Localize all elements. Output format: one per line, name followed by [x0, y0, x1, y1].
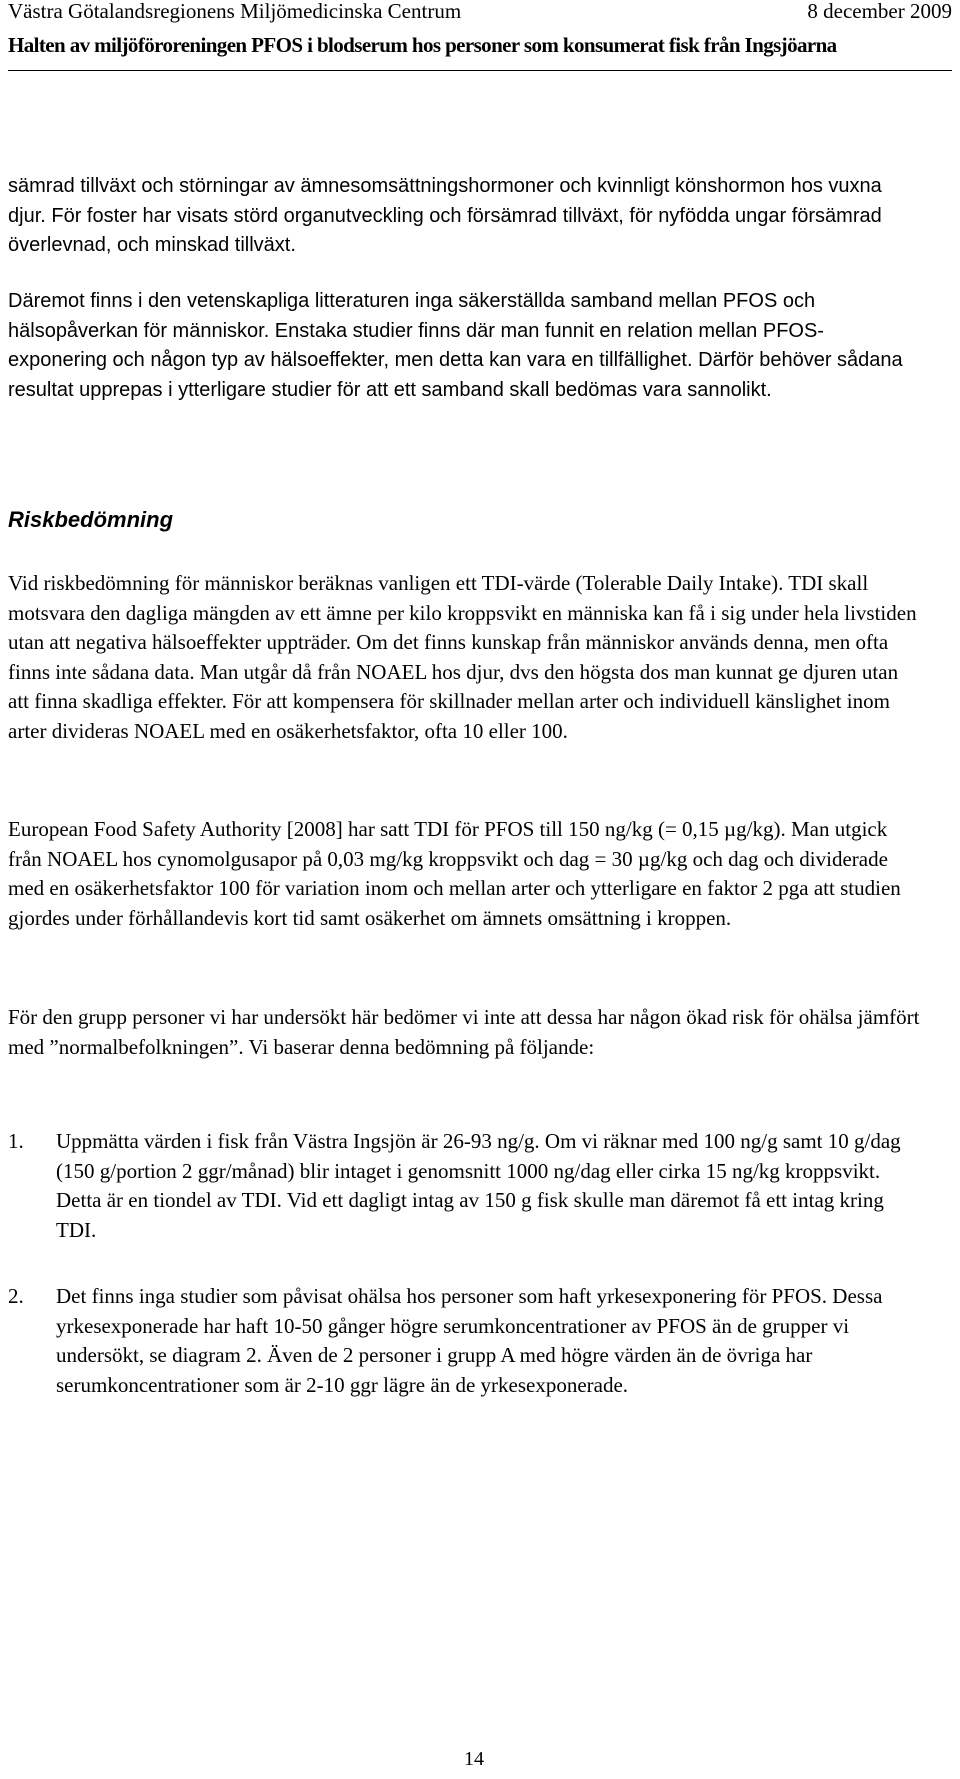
paragraph-5-text: För den grupp personer vi har undersökt här bedömer vi inte att dessa har någon ökad risk för ohälsa jämfört med ”normalbefolkningen”. Vi baserar denna bedömning på följande: [8, 1005, 920, 1059]
section-heading: Riskbedömning [8, 507, 174, 532]
paragraph-2-text: Däremot finns i den vetenskapliga litteraturen inga säkerställda samband mellan PFOS och hälsopåverkan för människor. Enstaka studier finns där man funnit en relation mellan PFOS-exponering och någon typ av hälsoeffekter, men detta kan vara en tillfällighet. Därför behöver sådana resultat upprepas i ytterligare studier för att ett samband skall bedömas vara sannolikt. [8, 290, 903, 401]
list-item-1 [8, 1127, 920, 1245]
paragraph-1 [8, 172, 920, 261]
paragraph-5 [8, 1003, 920, 1062]
page-number: 14 [464, 1748, 484, 1770]
paragraph-2 [8, 287, 920, 405]
list-item-2-number: 2. [8, 1284, 24, 1308]
list-item-2-text: Det finns inga studier som påvisat ohälsa hos personer som haft yrkesexponering för PFOS. Dessa yrkesexponerade har haft 10-50 gånger högre serumkoncentrationer av PFOS än de grupper vi undersökt, se diagram 2. Även de 2 personer i grupp A med högre värden än de övriga har serumkoncentrationer som är 2-10 ggr lägre än de yrkesexponerade. [56, 1284, 883, 1397]
paragraph-4-text: European Food Safety Authority [2008] har satt TDI för PFOS till 150 ng/kg (= 0,15 µg/kg). Man utgick från NOAEL hos cynomolgusapor på 0,03 mg/kg kroppsvikt och dag = 30 µg/kg och dag och dividerade med en osäkerhetsfaktor 100 för variation inom och mellan arter och ytterligare en faktor 2 pga att studien gjordes under förhållandevis kort tid samt osäkerhet om ämnets omsättning i kroppen. [8, 817, 901, 930]
paragraph-3 [8, 569, 920, 747]
paragraph-1-text: sämrad tillväxt och störningar av ämnesomsättningshormoner och kvinnligt könshormon hos vuxna djur. För foster har visats störd organutveckling och försämrad tillväxt, för nyfödda ungar försämrad överlevnad, och minskad tillväxt. [8, 175, 882, 257]
list-item-1-number: 1. [8, 1129, 24, 1153]
paragraph-3-text: Vid riskbedömning för människor beräknas vanligen ett TDI-värde (Tolerable Daily Intake). TDI skall motsvara den dagliga mängden av ett ämne per kilo kroppsvikt en människa kan få i sig under hela livstiden utan att negativa hälsoeffekter uppträder. Om det finns kunskap från människor används denna, men ofta finns inte sådana data. Man utgår då från NOAEL hos djur, dvs den högsta dos man kunnat ge djuren utan att finna skadliga effekter. För att kompensera för skillnader mellan arter och individuell känslighet inom arter divideras NOAEL med en osäkerhetsfaktor, ofta 10 eller 100. [8, 571, 917, 743]
list-item-1-text: Uppmätta värden i fisk från Västra Ingsjön är 26-93 ng/g. Om vi räknar med 100 ng/g samt 10 g/dag (150 g/portion 2 ggr/månad) blir intaget i genomsnitt 1000 ng/dag eller cirka 15 ng/kg kroppsvikt. Detta är en tiondel av TDI. Vid ett dagligt intag av 150 g fisk skulle man däremot få ett intag kring TDI. [56, 1129, 901, 1242]
page-header [8, 0, 952, 56]
paragraph-4 [8, 815, 920, 933]
header-report-title: Halten av miljöföroreningen PFOS i blodserum hos personer som konsumerat fisk från Ingsjöarna [8, 33, 837, 57]
header-date: 8 december 2009 [807, 0, 952, 23]
header-org: Västra Götalandsregionens Miljömedicinska Centrum [8, 0, 462, 23]
header-top-row [8, 0, 952, 22]
header-divider [8, 70, 952, 71]
list-item-2 [8, 1282, 920, 1400]
